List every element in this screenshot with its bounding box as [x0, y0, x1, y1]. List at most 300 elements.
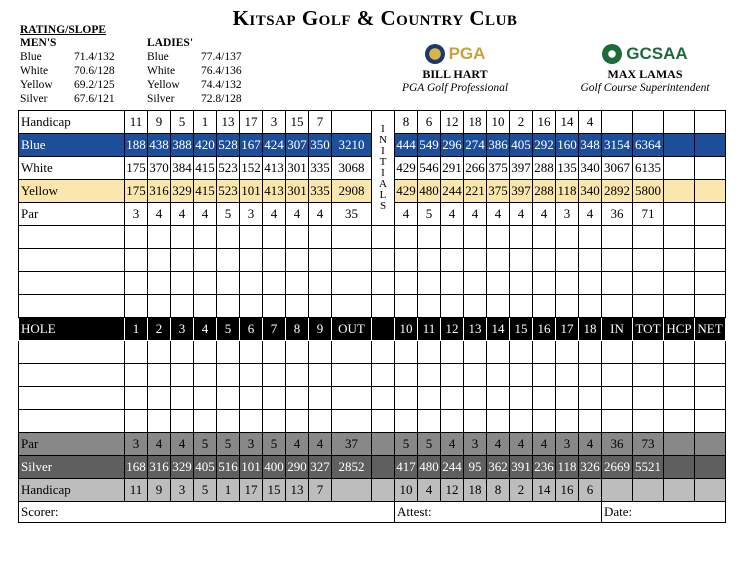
score-cell: [533, 387, 556, 410]
front-cell: 3: [171, 318, 194, 341]
front-cell: 301: [286, 157, 309, 180]
rating-row: Silver 67.6/121: [20, 93, 115, 105]
score-cell: [579, 295, 602, 318]
front-cell: 523: [217, 157, 240, 180]
net-cell: [695, 203, 726, 226]
back-cell: 118: [556, 456, 579, 479]
back-cell: 6: [579, 479, 602, 502]
front-cell: 11: [125, 111, 148, 134]
back-cell: 340: [579, 180, 602, 203]
score-cell: [579, 410, 602, 433]
total-cell: [695, 295, 726, 318]
score-cell: [579, 249, 602, 272]
total-cell: [633, 249, 664, 272]
score-cell: [510, 387, 533, 410]
total-cell: [695, 341, 726, 364]
score-cell: [125, 295, 148, 318]
score-cell: [125, 387, 148, 410]
score-cell: [217, 272, 240, 295]
score-cell: [556, 295, 579, 318]
back-cell: 4: [395, 203, 418, 226]
club-title: Kitsap Golf & Country Club: [232, 6, 518, 30]
back-cell: 11: [418, 318, 441, 341]
out-cell: [332, 410, 372, 433]
rating-row: Blue 71.4/132: [20, 51, 115, 63]
score-cell: [263, 249, 286, 272]
score-cell: [487, 295, 510, 318]
row-label: HOLE: [19, 318, 125, 341]
front-cell: 101: [240, 456, 263, 479]
out-cell: [332, 249, 372, 272]
score-cell: [510, 249, 533, 272]
front-cell: 11: [125, 479, 148, 502]
score-cell: [171, 226, 194, 249]
score-cell: [579, 364, 602, 387]
back-cell: 16: [533, 111, 556, 134]
score-cell: [464, 410, 487, 433]
back-cell: 236: [533, 456, 556, 479]
score-cell: [171, 272, 194, 295]
score-cell: [395, 226, 418, 249]
score-cell: [194, 410, 217, 433]
gcsaa-emblem-icon: [602, 44, 622, 64]
back-cell: 12: [441, 479, 464, 502]
front-cell: 9: [148, 111, 171, 134]
total-cell: [664, 226, 695, 249]
tot-cell: [633, 111, 664, 134]
score-cell: [263, 364, 286, 387]
back-cell: 95: [464, 456, 487, 479]
front-cell: 3: [240, 433, 263, 456]
score-cell: [194, 364, 217, 387]
attest-field[interactable]: Attest:: [395, 502, 602, 523]
player-score-row: [19, 387, 726, 410]
row-label: Par: [19, 203, 125, 226]
front-cell: 335: [309, 157, 332, 180]
player-name-cell: [19, 272, 125, 295]
score-cell: [148, 272, 171, 295]
player-name-cell: [19, 226, 125, 249]
gcsaa-superintendent: [565, 42, 725, 94]
tot-cell: 73: [633, 433, 664, 456]
middle-cell: [372, 272, 395, 295]
back-cell: 5: [395, 433, 418, 456]
score-cell: [441, 295, 464, 318]
hcp-cell: [664, 479, 695, 502]
front-cell: 370: [148, 157, 171, 180]
score-cell: [395, 249, 418, 272]
score-cell: [309, 364, 332, 387]
back-cell: 326: [579, 456, 602, 479]
front-cell: 4: [148, 433, 171, 456]
player-name-cell: [19, 387, 125, 410]
front-cell: 405: [194, 456, 217, 479]
back-cell: 549: [418, 134, 441, 157]
front-cell: 327: [309, 456, 332, 479]
score-cell: [510, 226, 533, 249]
net-cell: [695, 456, 726, 479]
score-cell: [148, 387, 171, 410]
hcp-cell: [664, 456, 695, 479]
score-cell: [533, 249, 556, 272]
score-cell: [171, 295, 194, 318]
back-cell: 244: [441, 180, 464, 203]
row-label: Handicap: [19, 111, 125, 134]
front-cell: 5: [263, 433, 286, 456]
score-cell: [194, 387, 217, 410]
rating-row: Yellow 74.4/132: [147, 79, 242, 91]
gcsaa-logo-text: GCSAA: [626, 44, 688, 63]
middle-cell: [372, 249, 395, 272]
front-cell: 4: [194, 203, 217, 226]
front-cell: 3: [171, 479, 194, 502]
hcp-cell: [664, 180, 695, 203]
score-cell: [579, 341, 602, 364]
front-cell: 1: [194, 111, 217, 134]
score-cell: [487, 272, 510, 295]
back-cell: 397: [510, 180, 533, 203]
back-cell: 4: [487, 433, 510, 456]
back-cell: 391: [510, 456, 533, 479]
front-cell: 9: [309, 318, 332, 341]
ladies-ratings: [147, 37, 242, 106]
score-cell: [240, 364, 263, 387]
back-cell: 429: [395, 180, 418, 203]
initials-label: I N I T I A L S: [379, 123, 387, 212]
score-cell: [171, 249, 194, 272]
player-score-row: [19, 341, 726, 364]
score-cell: [487, 341, 510, 364]
pga-pro-name: BILL HART: [422, 67, 488, 81]
score-cell: [217, 249, 240, 272]
score-cell: [263, 410, 286, 433]
score-cell: [171, 410, 194, 433]
player-name-cell: [19, 249, 125, 272]
total-cell: [602, 364, 633, 387]
back-cell: 4: [579, 111, 602, 134]
score-cell: [240, 410, 263, 433]
front-cell: 5: [217, 433, 240, 456]
score-cell: [286, 226, 309, 249]
back-cell: 4: [464, 203, 487, 226]
score-cell: [171, 364, 194, 387]
score-cell: [263, 226, 286, 249]
tot-cell: TOT: [633, 318, 664, 341]
score-cell: [556, 341, 579, 364]
rating-header: RATING/SLOPE: [20, 24, 107, 36]
total-cell: [664, 341, 695, 364]
back-cell: 4: [579, 203, 602, 226]
score-cell: [240, 226, 263, 249]
score-cell: [556, 249, 579, 272]
front-cell: 335: [309, 180, 332, 203]
score-cell: [418, 295, 441, 318]
score-cell: [533, 410, 556, 433]
middle-cell: [372, 226, 395, 249]
in-cell: 2892: [602, 180, 633, 203]
pga-logo: [395, 42, 515, 66]
back-cell: 405: [510, 134, 533, 157]
back-cell: 4: [510, 433, 533, 456]
score-cell: [148, 226, 171, 249]
total-cell: [602, 295, 633, 318]
silver-row: [19, 456, 726, 479]
front-cell: 4: [309, 203, 332, 226]
hcp-cell: [664, 157, 695, 180]
pga-pro-role: PGA Golf Professional: [401, 82, 509, 94]
player-name-cell: [19, 295, 125, 318]
score-cell: [148, 249, 171, 272]
front-cell: 316: [148, 180, 171, 203]
score-cell: [194, 272, 217, 295]
rating-row: Yellow 69.2/125: [20, 79, 115, 91]
back-cell: 288: [533, 180, 556, 203]
front-cell: 290: [286, 456, 309, 479]
score-cell: [148, 341, 171, 364]
tot-cell: 6364: [633, 134, 664, 157]
score-cell: [395, 410, 418, 433]
front-cell: 413: [263, 157, 286, 180]
front-cell: 4: [286, 433, 309, 456]
score-cell: [556, 364, 579, 387]
back-cell: 4: [441, 433, 464, 456]
score-cell: [148, 295, 171, 318]
back-cell: 266: [464, 157, 487, 180]
total-cell: [633, 410, 664, 433]
back-cell: 375: [487, 157, 510, 180]
front-cell: 6: [240, 318, 263, 341]
score-cell: [441, 364, 464, 387]
back-cell: 4: [533, 203, 556, 226]
rating-slope-block: [20, 24, 250, 112]
back-cell: 221: [464, 180, 487, 203]
middle-cell: [372, 295, 395, 318]
score-cell: [533, 295, 556, 318]
front-cell: 523: [217, 180, 240, 203]
mens-label: MEN'S: [20, 37, 57, 49]
back-cell: 16: [533, 318, 556, 341]
back-cell: 12: [441, 318, 464, 341]
score-cell: [240, 272, 263, 295]
score-cell: [148, 410, 171, 433]
back-cell: 480: [418, 180, 441, 203]
front-cell: 7: [309, 479, 332, 502]
front-cell: 5: [171, 111, 194, 134]
front-cell: 175: [125, 157, 148, 180]
date-field[interactable]: Date:: [602, 502, 726, 523]
front-cell: 388: [171, 134, 194, 157]
score-cell: [286, 272, 309, 295]
front-cell: 13: [217, 111, 240, 134]
back-cell: 4: [579, 433, 602, 456]
hcp-cell: [664, 203, 695, 226]
front-cell: 17: [240, 479, 263, 502]
back-cell: 397: [510, 157, 533, 180]
back-cell: 4: [418, 479, 441, 502]
score-cell: [556, 272, 579, 295]
scorer-field[interactable]: Scorer:: [19, 502, 395, 523]
out-cell: 3210: [332, 134, 372, 157]
back-cell: 288: [533, 157, 556, 180]
total-cell: [633, 226, 664, 249]
score-cell: [418, 387, 441, 410]
middle-cell: [372, 364, 395, 387]
out-cell: [332, 341, 372, 364]
score-cell: [418, 249, 441, 272]
total-cell: [633, 341, 664, 364]
front-cell: 3: [240, 203, 263, 226]
score-cell: [464, 272, 487, 295]
front-cell: 4: [263, 203, 286, 226]
handicap-bottom-row: [19, 479, 726, 502]
score-cell: [464, 249, 487, 272]
tot-cell: 5800: [633, 180, 664, 203]
initials-column: [372, 111, 395, 226]
in-cell: [602, 479, 633, 502]
front-cell: 2: [148, 318, 171, 341]
score-cell: [263, 341, 286, 364]
superintendent-name: MAX LAMAS: [607, 67, 683, 81]
front-cell: 188: [125, 134, 148, 157]
back-cell: 12: [441, 111, 464, 134]
front-cell: 8: [286, 318, 309, 341]
back-cell: 292: [533, 134, 556, 157]
score-cell: [556, 226, 579, 249]
score-cell: [441, 341, 464, 364]
score-cell: [464, 364, 487, 387]
score-cell: [579, 226, 602, 249]
front-cell: 424: [263, 134, 286, 157]
score-cell: [309, 387, 332, 410]
score-cell: [286, 341, 309, 364]
pga-emblem-icon: [425, 44, 445, 64]
back-cell: 3: [556, 203, 579, 226]
rating-row: Blue 77.4/137: [147, 51, 242, 63]
player-score-row: [19, 272, 726, 295]
back-cell: 362: [487, 456, 510, 479]
score-cell: [464, 387, 487, 410]
score-cell: [487, 249, 510, 272]
front-cell: 350: [309, 134, 332, 157]
middle-cell: [372, 479, 395, 502]
front-cell: 5: [217, 318, 240, 341]
total-cell: [695, 272, 726, 295]
total-cell: [633, 364, 664, 387]
score-cell: [464, 295, 487, 318]
out-cell: [332, 295, 372, 318]
net-cell: [695, 134, 726, 157]
back-cell: 6: [418, 111, 441, 134]
middle-cell: [372, 410, 395, 433]
score-cell: [263, 272, 286, 295]
score-cell: [510, 410, 533, 433]
back-cell: 4: [487, 203, 510, 226]
score-cell: [286, 387, 309, 410]
score-cell: [487, 226, 510, 249]
score-cell: [309, 249, 332, 272]
score-cell: [441, 272, 464, 295]
front-cell: 301: [286, 180, 309, 203]
score-cell: [441, 249, 464, 272]
front-cell: 7: [309, 111, 332, 134]
back-cell: 135: [556, 157, 579, 180]
total-cell: [695, 364, 726, 387]
score-cell: [487, 410, 510, 433]
front-cell: 413: [263, 180, 286, 203]
score-cell: [395, 364, 418, 387]
hcp-cell: [664, 433, 695, 456]
tot-cell: 71: [633, 203, 664, 226]
back-cell: 3: [556, 433, 579, 456]
score-cell: [125, 272, 148, 295]
out-cell: [332, 226, 372, 249]
back-cell: 375: [487, 180, 510, 203]
score-cell: [194, 249, 217, 272]
player-score-row: [19, 364, 726, 387]
score-cell: [418, 364, 441, 387]
rating-row: White 76.4/136: [147, 65, 242, 77]
front-cell: 516: [217, 456, 240, 479]
score-cell: [217, 410, 240, 433]
in-cell: 3154: [602, 134, 633, 157]
total-cell: [664, 364, 695, 387]
back-cell: 291: [441, 157, 464, 180]
score-cell: [533, 226, 556, 249]
score-cell: [171, 341, 194, 364]
rating-row: White 70.6/128: [20, 65, 115, 77]
front-cell: 3: [125, 203, 148, 226]
total-cell: [633, 387, 664, 410]
back-cell: 16: [556, 479, 579, 502]
front-cell: 420: [194, 134, 217, 157]
front-cell: 415: [194, 180, 217, 203]
player-score-row: [19, 410, 726, 433]
in-cell: 3067: [602, 157, 633, 180]
score-cell: [533, 364, 556, 387]
front-cell: 329: [171, 456, 194, 479]
score-cell: [309, 341, 332, 364]
total-cell: [695, 226, 726, 249]
back-cell: 444: [395, 134, 418, 157]
score-cell: [487, 364, 510, 387]
back-cell: 348: [579, 134, 602, 157]
score-cell: [510, 295, 533, 318]
row-label: Blue: [19, 134, 125, 157]
back-cell: 4: [441, 203, 464, 226]
score-cell: [510, 341, 533, 364]
player-score-row: [19, 295, 726, 318]
total-cell: [664, 272, 695, 295]
score-cell: [125, 410, 148, 433]
net-cell: [695, 157, 726, 180]
back-cell: 480: [418, 456, 441, 479]
signature-row: [19, 502, 726, 523]
net-cell: [695, 433, 726, 456]
score-cell: [309, 226, 332, 249]
score-cell: [395, 387, 418, 410]
in-cell: 2669: [602, 456, 633, 479]
rating-row: Silver 72.8/128: [147, 93, 242, 105]
score-cell: [217, 387, 240, 410]
gcsaa-logo: [565, 42, 725, 66]
total-cell: [602, 226, 633, 249]
back-cell: 3: [464, 433, 487, 456]
back-cell: 18: [464, 111, 487, 134]
front-cell: 3: [263, 111, 286, 134]
net-cell: [695, 111, 726, 134]
tot-cell: 5521: [633, 456, 664, 479]
front-cell: 438: [148, 134, 171, 157]
